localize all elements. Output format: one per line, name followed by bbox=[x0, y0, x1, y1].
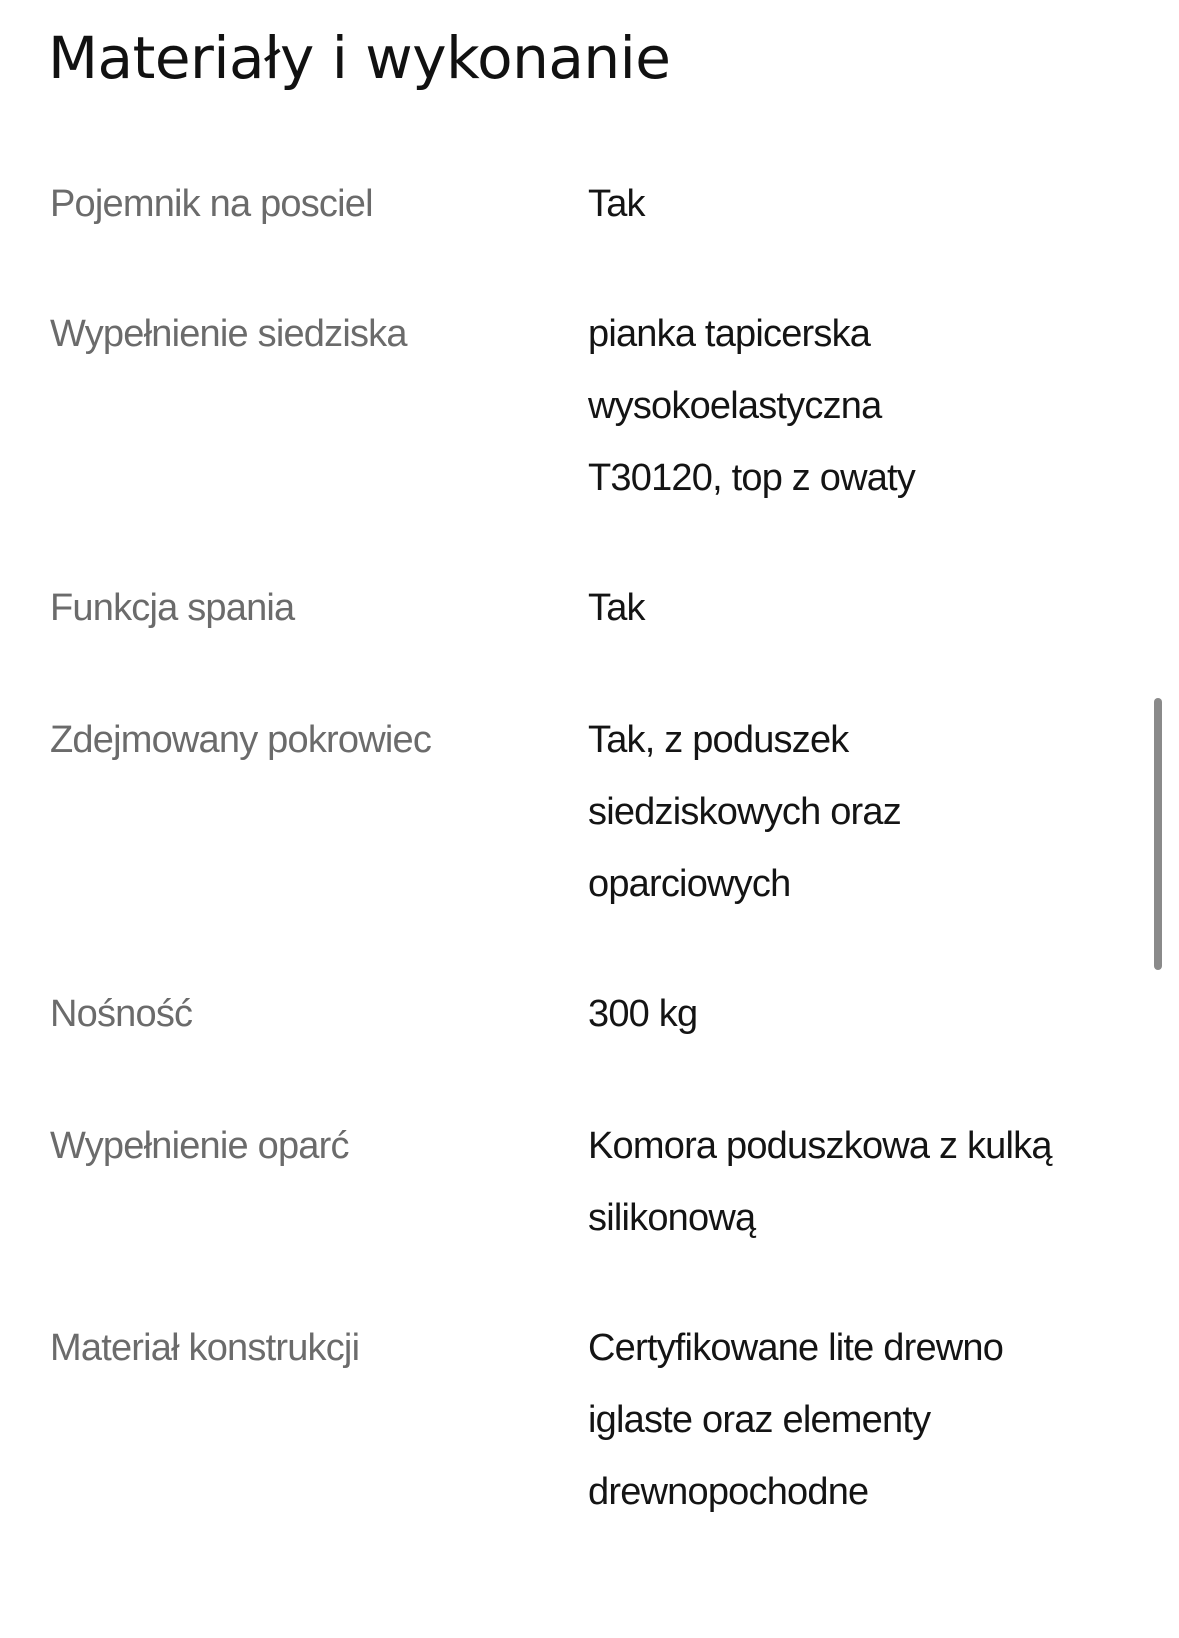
spec-value-line: oparciowych bbox=[588, 863, 791, 905]
spec-label: Wypełnienie oparć bbox=[50, 1125, 349, 1167]
spec-label: Wypełnienie siedziska bbox=[50, 313, 407, 355]
spec-value bbox=[588, 572, 1128, 644]
spec-value-line: silikonową bbox=[588, 1197, 756, 1239]
spec-value bbox=[588, 704, 1128, 920]
spec-label: Zdejmowany pokrowiec bbox=[50, 719, 432, 761]
spec-value-line: Tak, z poduszek bbox=[588, 719, 849, 761]
vertical-scrollbar[interactable] bbox=[1154, 698, 1162, 970]
spec-value-line: wysokoelastyczna bbox=[588, 385, 882, 427]
spec-value bbox=[588, 168, 1128, 240]
spec-label: Materiał konstrukcji bbox=[50, 1327, 360, 1369]
spec-value-line: Tak bbox=[588, 587, 645, 629]
spec-value-line: 300 kg bbox=[588, 993, 698, 1035]
spec-value-line: T30120, top z owaty bbox=[588, 457, 916, 499]
page-title: Materiały i wykonanie bbox=[48, 24, 671, 92]
spec-value-line: pianka tapicerska bbox=[588, 313, 871, 355]
spec-label: Funkcja spania bbox=[50, 587, 295, 629]
spec-value-line: siedziskowych oraz bbox=[588, 791, 901, 833]
spec-value-line: Tak bbox=[588, 183, 645, 225]
spec-value bbox=[588, 1110, 1128, 1254]
spec-value bbox=[588, 298, 1128, 514]
spec-value-line: drewnopochodne bbox=[588, 1471, 869, 1513]
spec-value bbox=[588, 978, 1128, 1050]
spec-label: Nośność bbox=[50, 993, 193, 1035]
spec-value bbox=[588, 1312, 1128, 1528]
spec-value-line: Certyfikowane lite drewno bbox=[588, 1327, 1004, 1369]
spec-value-line: Komora poduszkowa z kulką bbox=[588, 1125, 1052, 1167]
spec-value-line: iglaste oraz elementy bbox=[588, 1399, 931, 1441]
spec-label: Pojemnik na posciel bbox=[50, 183, 373, 225]
